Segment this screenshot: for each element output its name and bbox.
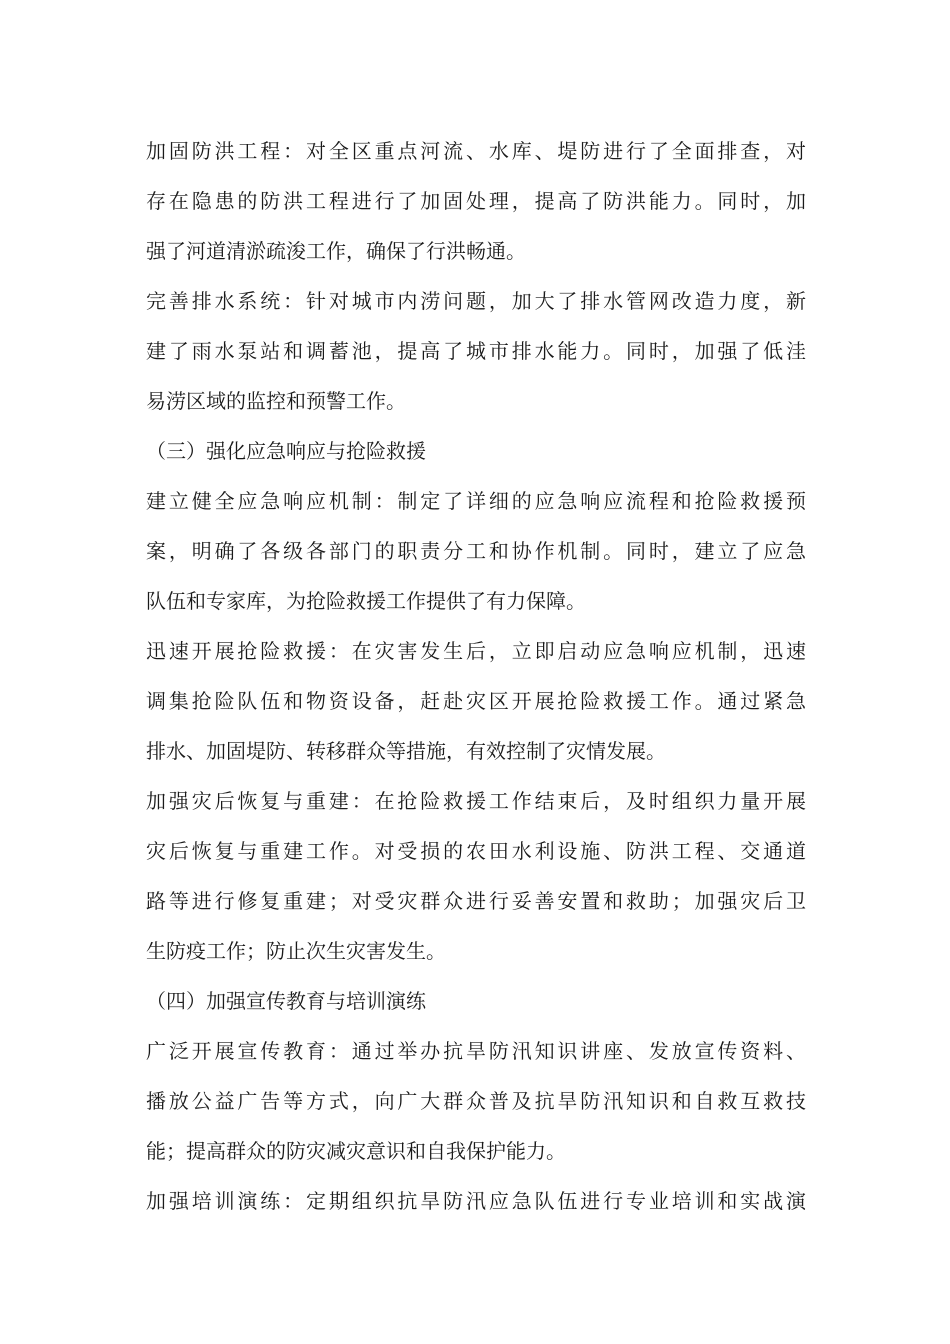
text-line: 易涝区域的监控和预警工作。 — [146, 389, 406, 413]
text-line: 加强灾后恢复与重建：在抢险救援工作结束后，及时组织力量开展 — [146, 789, 806, 813]
section-heading-text: （四）加强宣传教育与培训演练 — [146, 989, 426, 1013]
text-line: 强了河道清淤疏浚工作，确保了行洪畅通。 — [146, 239, 526, 263]
text-line: 生防疫工作；防止次生灾害发生。 — [146, 939, 446, 963]
paragraph-flood-works — [146, 126, 806, 276]
text-line: 队伍和专家库，为抢险救援工作提供了有力保障。 — [146, 589, 586, 613]
paragraph-rescue — [146, 626, 806, 776]
text-line: 存在隐患的防洪工程进行了加固处理，提高了防洪能力。同时，加 — [146, 189, 806, 213]
text-line: 迅速开展抢险救援：在灾害发生后，立即启动应急响应机制，迅速 — [146, 639, 806, 663]
section-heading-text: （三）强化应急响应与抢险救援 — [146, 439, 426, 463]
text-line: 广泛开展宣传教育：通过举办抗旱防汛知识讲座、发放宣传资料、 — [146, 1039, 806, 1063]
text-line: 灾后恢复与重建工作。对受损的农田水利设施、防洪工程、交通道 — [146, 839, 806, 863]
paragraph-recovery — [146, 776, 806, 976]
text-line: 排水、加固堤防、转移群众等措施，有效控制了灾情发展。 — [146, 739, 666, 763]
text-line: 建了雨水泵站和调蓄池，提高了城市排水能力。同时，加强了低洼 — [146, 339, 806, 363]
text-line: 路等进行修复重建；对受灾群众进行妥善安置和救助；加强灾后卫 — [146, 889, 806, 913]
document-body — [146, 126, 806, 1226]
section-heading-4 — [146, 976, 806, 1026]
paragraph-drainage-system — [146, 276, 806, 426]
text-line: 加固防洪工程：对全区重点河流、水库、堤防进行了全面排查，对 — [146, 139, 806, 163]
text-line: 能；提高群众的防灾减灾意识和自我保护能力。 — [146, 1139, 566, 1163]
text-line: 案，明确了各级各部门的职责分工和协作机制。同时，建立了应急 — [146, 539, 806, 563]
paragraph-training — [146, 1176, 806, 1226]
paragraph-publicity — [146, 1026, 806, 1176]
paragraph-emergency-mechanism — [146, 476, 806, 626]
text-line: 完善排水系统：针对城市内涝问题，加大了排水管网改造力度，新 — [146, 289, 806, 313]
text-line: 加强培训演练：定期组织抗旱防汛应急队伍进行专业培训和实战演 — [146, 1189, 806, 1213]
text-line: 调集抢险队伍和物资设备，赶赴灾区开展抢险救援工作。通过紧急 — [146, 689, 806, 713]
text-line: 建立健全应急响应机制：制定了详细的应急响应流程和抢险救援预 — [146, 489, 806, 513]
text-line: 播放公益广告等方式，向广大群众普及抗旱防汛知识和自救互救技 — [146, 1089, 806, 1113]
section-heading-3 — [146, 426, 806, 476]
